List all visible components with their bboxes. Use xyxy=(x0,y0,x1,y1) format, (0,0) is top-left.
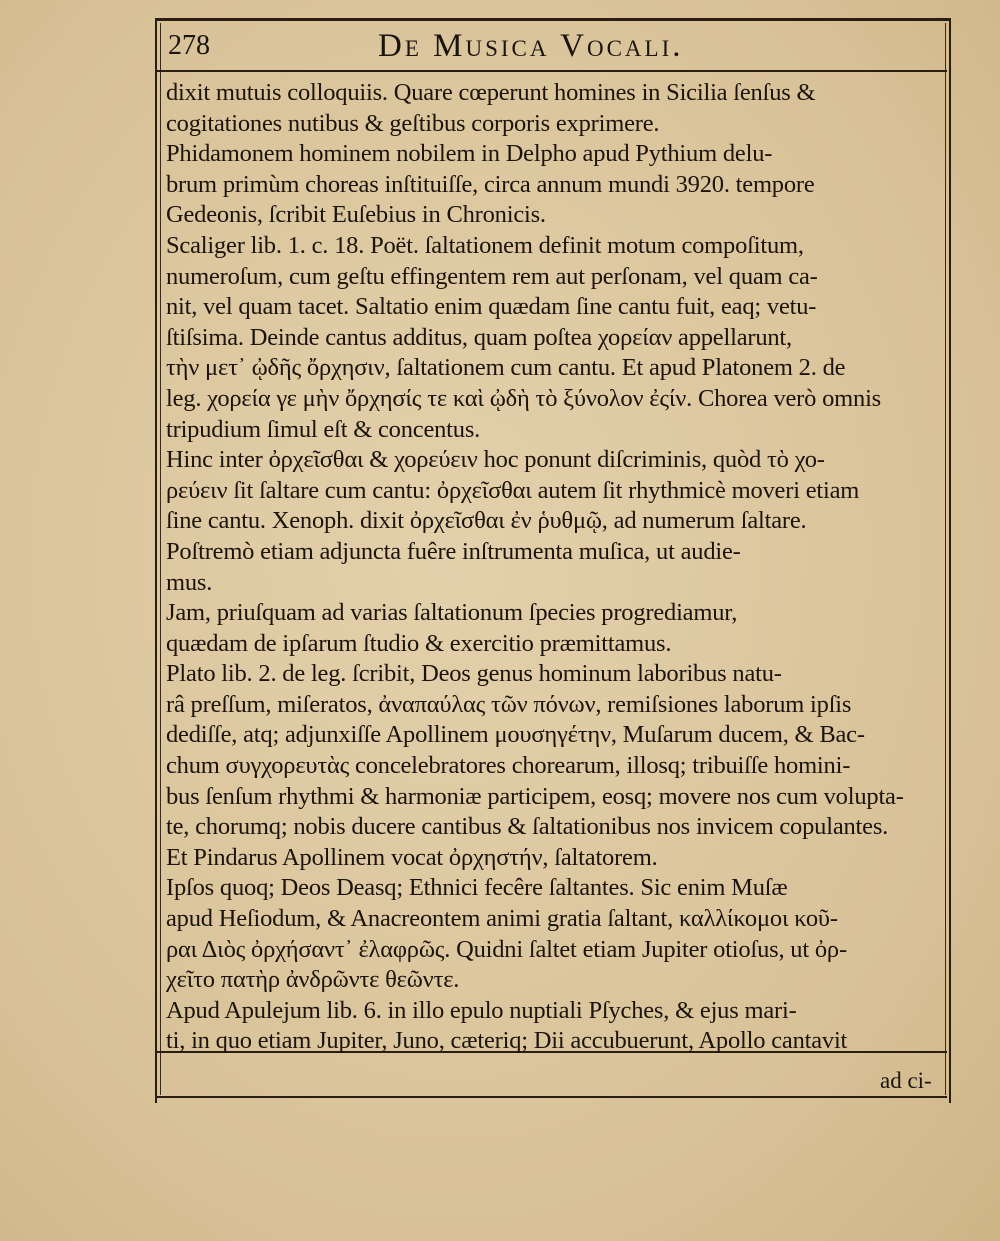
text-line: brum primùm choreas inſtituiſſe, circa annum mundi 3920. tempore xyxy=(166,170,815,198)
text-line: bus ſenſum rhythmi & harmoniæ participem, eosq; movere nos cum volupta- xyxy=(166,782,904,810)
text-line: ρεύειν ſit ſaltare cum cantu: ὀρχεῖσθαι autem ſit rhythmicè moveri etiam xyxy=(166,476,860,504)
text-line: nit, vel quam tacet. Saltatio enim quædam ſine cantu fuit, eaq; vetu- xyxy=(166,293,817,321)
header-rule xyxy=(157,70,947,72)
page-number: 278 xyxy=(168,30,210,61)
text-line: Hinc inter ὀρχεῖσθαι & χορεύειν hoc ponunt diſcriminis, quòd τὸ χο- xyxy=(166,446,825,474)
text-line: chum συγχορευτὰς concelebratores chorearum, illosq; tribuiſſe homini- xyxy=(166,752,851,780)
text-line: ſtiſsima. Deinde cantus additus, quam poſtea χορείαν appellarunt, xyxy=(166,323,792,351)
page-header xyxy=(168,22,938,70)
text-line: Phidamonem hominem nobilem in Delpho apud Pythium delu- xyxy=(166,140,773,168)
text-line: quædam de ipſarum ſtudio & exercitio præmittamus. xyxy=(166,629,672,657)
text-line: Et Pindarus Apollinem vocat ὀρχηστήν, ſaltatorem. xyxy=(166,843,658,871)
text-line: Jam, priuſquam ad varias ſaltationum ſpecies progrediamur, xyxy=(166,599,738,627)
text-line: Apud Apulejum lib. 6. in illo epulo nuptiali Pſyches, & ejus mari- xyxy=(166,996,797,1024)
running-title: De Musica Vocali. xyxy=(378,28,684,64)
text-line: Gedeonis, ſcribit Euſebius in Chronicis. xyxy=(166,201,546,229)
text-line: leg. χορεία γε μὴν ὄρχησίς τε καὶ ᾠδὴ τὸ ξύνολον ἐςίν. Chorea verò omnis xyxy=(166,384,882,412)
text-line: mus. xyxy=(166,568,213,596)
text-line: râ preſſum, miſeratos, ἀναπαύλας τῶν πόνων, remiſsiones laborum ipſis xyxy=(166,690,852,718)
text-line: te, chorumq; nobis ducere cantibus & ſaltationibus nos invicem copulantes. xyxy=(166,813,889,841)
bottom-rule xyxy=(157,1096,947,1098)
text-line: ραι Διὸς ὀρχήσαντ᾽ ἐλαφρῶς. Quidni ſaltet etiam Jupiter otioſus, ut ὀρ- xyxy=(166,935,847,963)
text-line: χεῖτο πατὴρ ἀνδρῶντε θεῶντε. xyxy=(166,966,460,994)
text-line: apud Heſiodum, & Anacreontem animi gratia ſaltant, καλλίκομοι κοῦ- xyxy=(166,905,838,933)
text-line: numeroſum, cum geſtu effingentem rem aut perſonam, vel quam ca- xyxy=(166,262,818,290)
text-line: Ipſos quoq; Deos Deasq; Ethnici fecêre ſaltantes. Sic enim Muſæ xyxy=(166,874,788,902)
text-line: cogitationes nutibus & geſtibus corporis exprimere. xyxy=(166,109,660,137)
body-text xyxy=(166,78,944,1057)
text-line: τὴν μετ᾽ ᾠδῆς ὄρχησιν, ſaltationem cum cantu. Et apud Platonem 2. de xyxy=(166,354,846,382)
text-line: Plato lib. 2. de leg. ſcribit, Deos genus hominum laboribus natu- xyxy=(166,660,782,688)
catchword: ad ci- xyxy=(880,1068,932,1093)
text-line: Poſtremò etiam adjuncta fuêre inſtrumenta muſica, ut audie- xyxy=(166,537,741,565)
text-line: dediſſe, atq; adjunxiſſe Apollinem μουσηγέτην, Muſarum ducem, & Bac- xyxy=(166,721,865,749)
text-line: dixit mutuis colloquiis. Quare cœperunt homines in Sicilia ſenſus & xyxy=(166,79,816,106)
text-line: ſine cantu. Xenoph. dixit ὀρχεῖσθαι ἐν ῥυθμῷ, ad numerum ſaltare. xyxy=(166,507,807,535)
text-line: tripudium ſimul eſt & concentus. xyxy=(166,415,481,443)
text-line: Scaliger lib. 1. c. 18. Poët. ſaltationem definit motum compoſitum, xyxy=(166,231,804,259)
text-line: ti, in quo etiam Jupiter, Juno, cæteriq; Dii accubuerunt, Apollo cantavit xyxy=(166,1027,848,1055)
